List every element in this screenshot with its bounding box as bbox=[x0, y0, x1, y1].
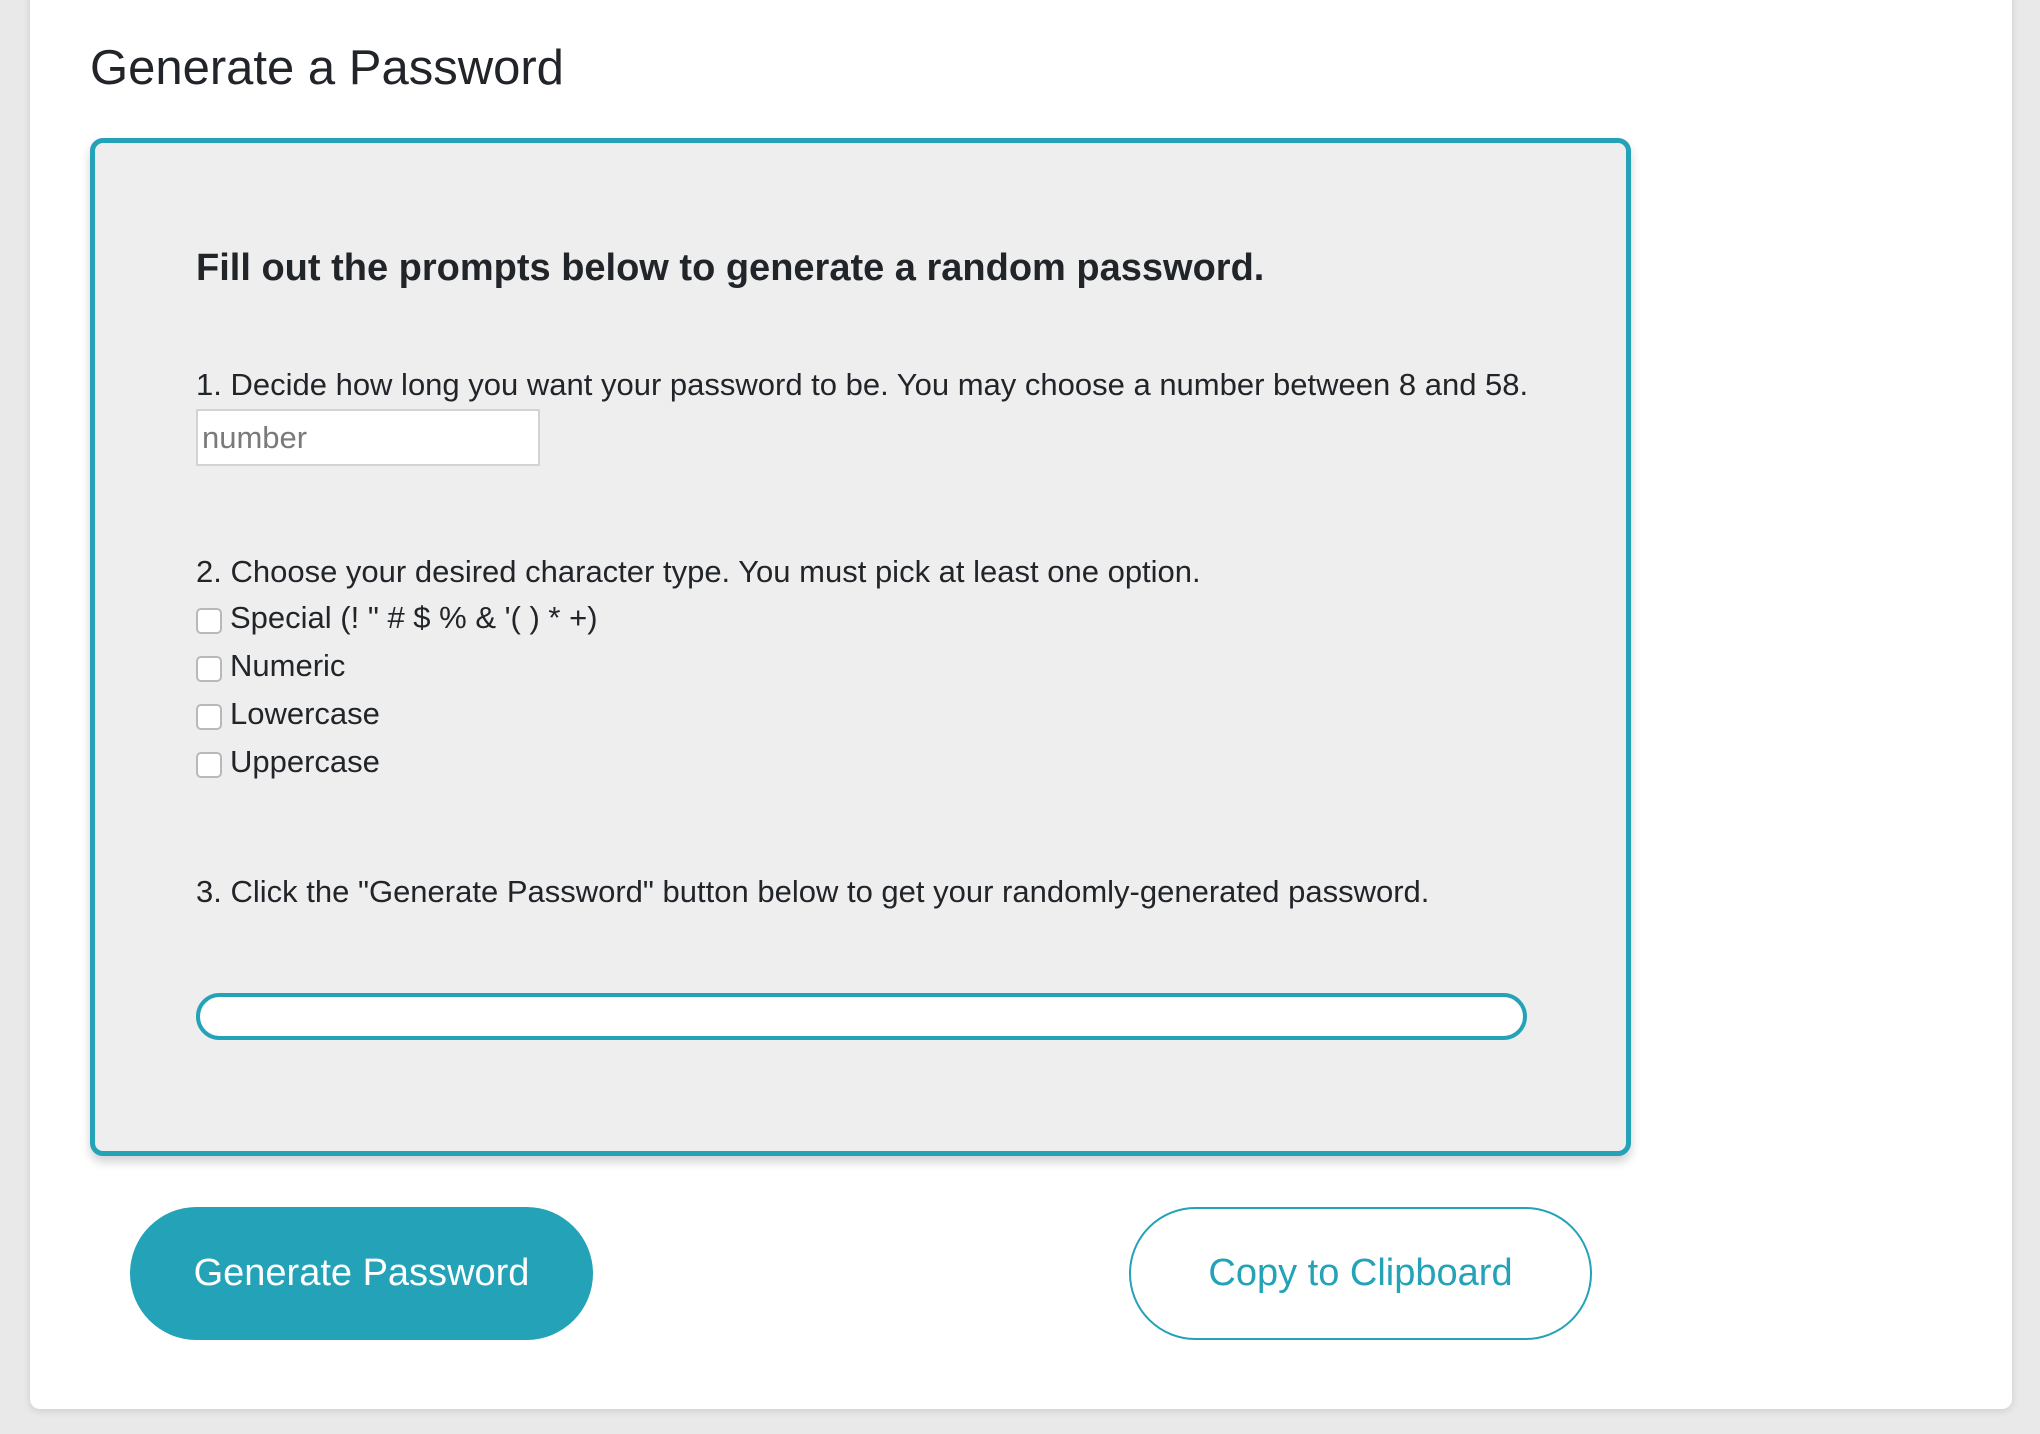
numeric-checkbox[interactable] bbox=[196, 656, 222, 682]
option-special[interactable] bbox=[196, 600, 598, 636]
uppercase-label: Uppercase bbox=[230, 744, 380, 779]
card-intro: Fill out the prompts below to generate a random password. bbox=[196, 247, 1265, 289]
option-numeric[interactable] bbox=[196, 648, 345, 684]
option-uppercase[interactable] bbox=[196, 744, 380, 780]
step-2-instructions: 2. Choose your desired character type. You must pick at least one option. bbox=[196, 554, 1201, 589]
lowercase-label: Lowercase bbox=[230, 696, 380, 731]
step-1-instructions: 1. Decide how long you want your password to be. You may choose a number between 8 and 58. bbox=[196, 367, 1529, 402]
generate-password-button[interactable]: Generate Password bbox=[130, 1207, 593, 1340]
uppercase-checkbox[interactable] bbox=[196, 752, 222, 778]
numeric-label: Numeric bbox=[230, 648, 346, 683]
page-title: Generate a Password bbox=[90, 41, 564, 95]
copy-to-clipboard-button[interactable]: Copy to Clipboard bbox=[1129, 1207, 1592, 1340]
step-3-instructions: 3. Click the "Generate Password" button below to get your randomly-generated password. bbox=[196, 874, 1430, 909]
password-output-field[interactable] bbox=[196, 993, 1527, 1040]
password-prompt-card bbox=[90, 138, 1631, 1156]
lowercase-checkbox[interactable] bbox=[196, 704, 222, 730]
special-label: Special (! " # $ % & '( ) * +) bbox=[230, 600, 598, 635]
password-length-input[interactable] bbox=[196, 409, 540, 466]
special-checkbox[interactable] bbox=[196, 608, 222, 634]
option-lowercase[interactable] bbox=[196, 696, 380, 732]
